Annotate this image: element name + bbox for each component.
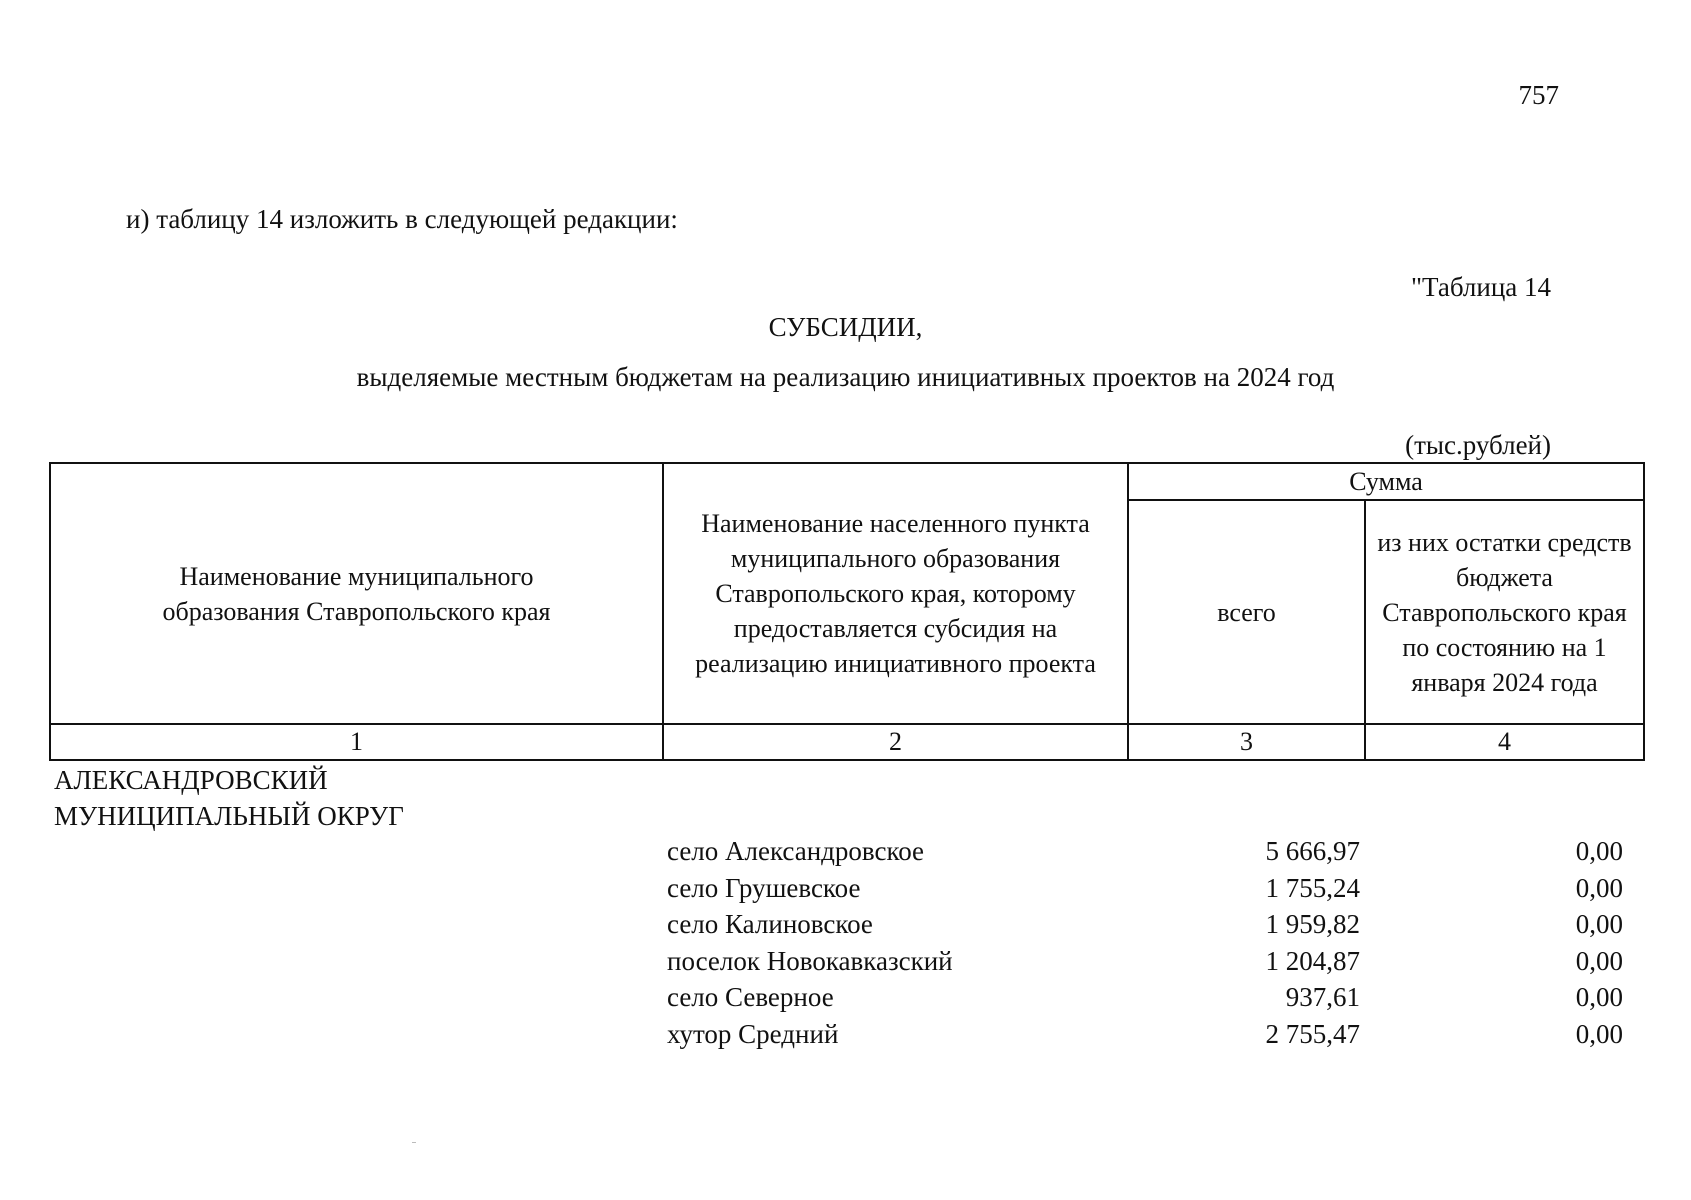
header-total: всего	[1128, 500, 1365, 724]
table-row	[0, 909, 1691, 946]
scan-speck	[412, 1142, 416, 1143]
units-label: (тыс.рублей)	[1405, 430, 1551, 460]
total-amount: 2 755,47	[1265, 1018, 1360, 1049]
settlement-name: село Северное	[667, 982, 834, 1013]
settlement-name: село Грушевское	[667, 872, 861, 903]
header-remainder: из них остатки средств бюджета Ставропольского края по состоянию на 1 января 2024 года	[1365, 500, 1644, 724]
municipality-name: АЛЕКСАНДРОВСКИЙ МУНИЦИПАЛЬНЫЙ ОКРУГ	[54, 765, 404, 831]
column-number: 2	[663, 724, 1128, 760]
data-rows	[0, 836, 1691, 1056]
settlement-name: поселок Новокавказский	[667, 945, 953, 976]
column-number: 3	[1128, 724, 1365, 760]
table-header	[49, 462, 1645, 761]
table-row	[0, 836, 1691, 873]
intro-paragraph: и) таблицу 14 изложить в следующей редакции:	[126, 204, 678, 234]
page-number: 757	[1518, 80, 1559, 110]
remainder-amount: 0,00	[1575, 909, 1623, 940]
table-row	[0, 1019, 1691, 1056]
total-amount: 1 755,24	[1265, 872, 1360, 903]
remainder-amount: 0,00	[1575, 872, 1623, 903]
table-row	[0, 982, 1691, 1019]
table-row	[0, 873, 1691, 910]
header-settlement: Наименование населенного пункта муниципального образования Ставропольского края, которому предоставляется субсидия на реализацию инициативного проекта	[663, 463, 1128, 724]
settlement-name: хутор Средний	[667, 1018, 839, 1049]
column-number: 1	[50, 724, 663, 760]
table-label: "Таблица 14	[1411, 272, 1551, 302]
total-amount: 5 666,97	[1265, 836, 1360, 866]
total-amount: 937,61	[1285, 982, 1360, 1013]
total-amount: 1 204,87	[1265, 945, 1360, 976]
column-number: 4	[1365, 724, 1644, 760]
remainder-amount: 0,00	[1575, 945, 1623, 976]
remainder-amount: 0,00	[1575, 836, 1623, 866]
total-amount: 1 959,82	[1265, 909, 1360, 940]
document-title: СУБСИДИИ,	[768, 312, 923, 342]
table-row	[0, 946, 1691, 983]
settlement-name: село Александровское	[667, 836, 925, 866]
document-subtitle: выделяемые местным бюджетам на реализацию инициативных проектов на 2024 год	[356, 362, 1335, 392]
header-municipality: Наименование муниципального образования Ставропольского края	[50, 463, 663, 724]
remainder-amount: 0,00	[1575, 982, 1623, 1013]
settlement-name: село Калиновское	[667, 909, 873, 940]
header-sum: Сумма	[1128, 463, 1644, 500]
remainder-amount: 0,00	[1575, 1018, 1623, 1049]
